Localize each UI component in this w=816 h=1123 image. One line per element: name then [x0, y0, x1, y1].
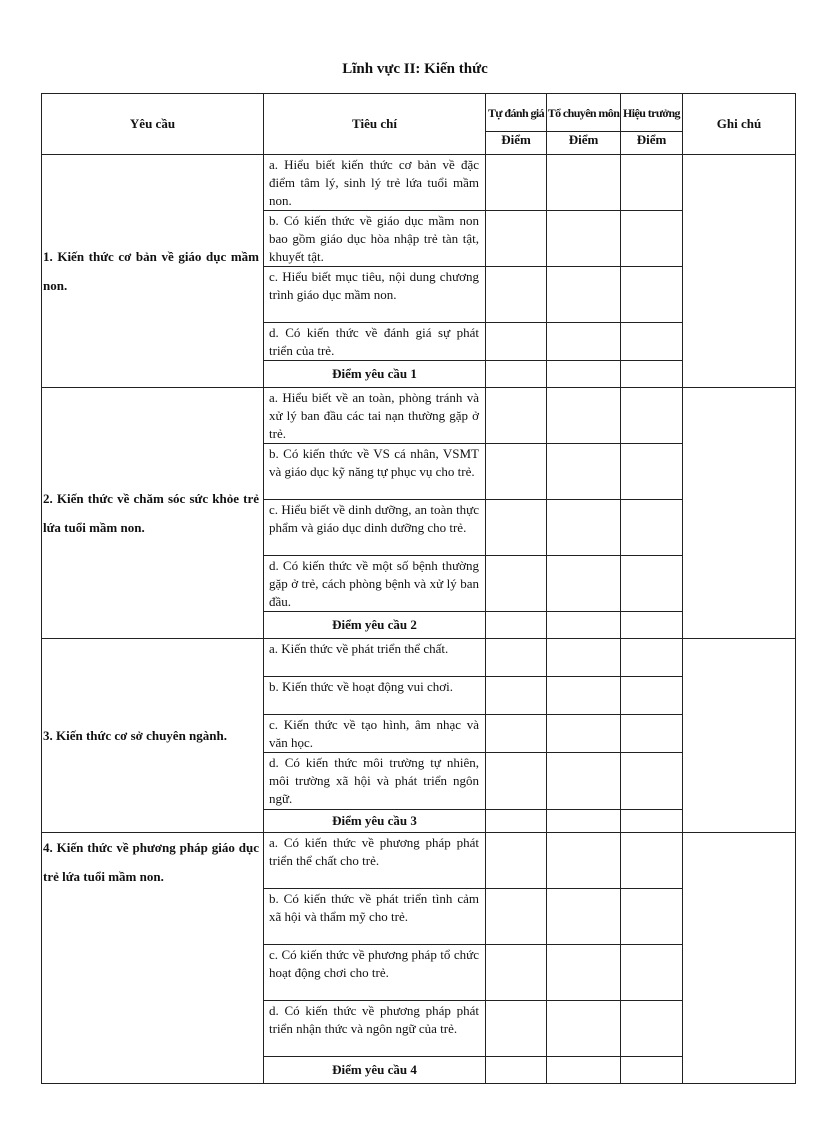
score-cell[interactable]: [621, 1001, 683, 1057]
score-cell[interactable]: [486, 388, 547, 444]
requirement-1: 1. Kiến thức cơ bản về giáo dục mầm non.: [42, 155, 264, 388]
score-label-4: Điểm yêu cầu 4: [264, 1057, 486, 1084]
criterion-4a: a. Có kiến thức về phương pháp phát triển thể chất cho trẻ.: [264, 833, 486, 889]
score-cell[interactable]: [486, 945, 547, 1001]
score-cell[interactable]: [547, 715, 621, 753]
criterion-3b: b. Kiến thức về hoạt động vui chơi.: [264, 677, 486, 715]
notes-cell-3[interactable]: [683, 639, 796, 833]
score-cell[interactable]: [547, 444, 621, 500]
score-cell[interactable]: [486, 639, 547, 677]
header-self-eval: Tự đánh giá: [486, 94, 547, 132]
score-cell[interactable]: [621, 810, 683, 833]
requirement-2: 2. Kiến thức về chăm sóc sức khỏe trẻ lứa tuổi mầm non.: [42, 388, 264, 639]
score-cell[interactable]: [621, 556, 683, 612]
score-cell[interactable]: [547, 1001, 621, 1057]
score-cell[interactable]: [547, 945, 621, 1001]
score-cell[interactable]: [621, 715, 683, 753]
criterion-2a: a. Hiểu biết về an toàn, phòng tránh và xử lý ban đầu các tai nạn thường gặp ở trẻ.: [264, 388, 486, 444]
score-cell[interactable]: [547, 267, 621, 323]
score-cell[interactable]: [486, 889, 547, 945]
score-cell[interactable]: [486, 833, 547, 889]
score-cell[interactable]: [621, 889, 683, 945]
header-points-self: Điểm: [486, 132, 547, 155]
score-label-1: Điểm yêu cầu 1: [264, 361, 486, 388]
score-cell[interactable]: [547, 1057, 621, 1084]
score-cell[interactable]: [547, 500, 621, 556]
score-cell[interactable]: [486, 1057, 547, 1084]
score-cell[interactable]: [621, 388, 683, 444]
criterion-1d: d. Có kiến thức về đánh giá sự phát triển của trẻ.: [264, 323, 486, 361]
criterion-3d: d. Có kiến thức môi trường tự nhiên, môi trường xã hội và phát triển ngôn ngữ.: [264, 753, 486, 810]
score-cell[interactable]: [621, 211, 683, 267]
score-cell[interactable]: [621, 267, 683, 323]
score-cell[interactable]: [486, 267, 547, 323]
header-criteria: Tiêu chí: [264, 94, 486, 155]
score-cell[interactable]: [621, 361, 683, 388]
criterion-2d: d. Có kiến thức về một số bệnh thường gặp ở trẻ, cách phòng bệnh và xử lý ban đầu.: [264, 556, 486, 612]
requirement-4: 4. Kiến thức về phương pháp giáo dục trẻ lứa tuổi mầm non.: [42, 833, 264, 1084]
score-cell[interactable]: [486, 677, 547, 715]
score-cell[interactable]: [547, 753, 621, 810]
score-cell[interactable]: [621, 323, 683, 361]
page-title: Lĩnh vực II: Kiến thức: [342, 61, 488, 77]
score-cell[interactable]: [547, 211, 621, 267]
score-cell[interactable]: [547, 612, 621, 639]
header-requirement: Yêu cầu: [42, 94, 264, 155]
criterion-2b: b. Có kiến thức về VS cá nhân, VSMT và giáo dục kỹ năng tự phục vụ cho trẻ.: [264, 444, 486, 500]
score-cell[interactable]: [486, 612, 547, 639]
score-cell[interactable]: [547, 889, 621, 945]
score-cell[interactable]: [486, 211, 547, 267]
notes-cell-4[interactable]: [683, 833, 796, 1084]
criterion-4b: b. Có kiến thức về phát triển tình cảm xã hội và thẩm mỹ cho trẻ.: [264, 889, 486, 945]
requirement-3: 3. Kiến thức cơ sở chuyên ngành.: [42, 639, 264, 833]
criterion-1c: c. Hiểu biết mục tiêu, nội dung chương trình giáo dục mầm non.: [264, 267, 486, 323]
criterion-4d: d. Có kiến thức về phương pháp phát triển nhận thức và ngôn ngữ của trẻ.: [264, 1001, 486, 1057]
criterion-3c: c. Kiến thức về tạo hình, âm nhạc và văn học.: [264, 715, 486, 753]
score-cell[interactable]: [621, 945, 683, 1001]
score-cell[interactable]: [486, 323, 547, 361]
score-cell[interactable]: [547, 810, 621, 833]
header-dept-head: Tổ chuyên môn: [547, 94, 621, 132]
criterion-1a: a. Hiểu biết kiến thức cơ bản về đặc điểm tâm lý, sinh lý trẻ lứa tuổi mầm non.: [264, 155, 486, 211]
score-cell[interactable]: [621, 155, 683, 211]
score-cell[interactable]: [486, 500, 547, 556]
score-cell[interactable]: [621, 833, 683, 889]
header-principal: Hiệu trưởng: [621, 94, 683, 132]
score-cell[interactable]: [547, 361, 621, 388]
header-points-principal: Điểm: [621, 132, 683, 155]
criterion-1b: b. Có kiến thức về giáo dục mầm non bao gồm giáo dục hòa nhập trẻ tàn tật, khuyết tật.: [264, 211, 486, 267]
criterion-2c: c. Hiểu biết về dinh dưỡng, an toàn thực phẩm và giáo dục dinh dưỡng cho trẻ.: [264, 500, 486, 556]
score-cell[interactable]: [621, 1057, 683, 1084]
score-cell[interactable]: [547, 833, 621, 889]
score-cell[interactable]: [486, 444, 547, 500]
score-cell[interactable]: [621, 612, 683, 639]
score-cell[interactable]: [621, 500, 683, 556]
notes-cell-2[interactable]: [683, 388, 796, 639]
score-cell[interactable]: [621, 444, 683, 500]
score-cell[interactable]: [486, 753, 547, 810]
criterion-3a: a. Kiến thức về phát triển thể chất.: [264, 639, 486, 677]
score-cell[interactable]: [486, 155, 547, 211]
score-cell[interactable]: [486, 715, 547, 753]
score-cell[interactable]: [486, 1001, 547, 1057]
score-cell[interactable]: [486, 556, 547, 612]
score-cell[interactable]: [486, 810, 547, 833]
score-cell[interactable]: [621, 639, 683, 677]
header-points-dept: Điểm: [547, 132, 621, 155]
score-cell[interactable]: [547, 677, 621, 715]
score-cell[interactable]: [621, 753, 683, 810]
score-cell[interactable]: [547, 388, 621, 444]
score-cell[interactable]: [547, 639, 621, 677]
score-label-3: Điểm yêu cầu 3: [264, 810, 486, 833]
notes-cell-1[interactable]: [683, 155, 796, 388]
score-cell[interactable]: [547, 556, 621, 612]
score-cell[interactable]: [621, 677, 683, 715]
score-label-2: Điểm yêu cầu 2: [264, 612, 486, 639]
evaluation-table: [41, 93, 796, 1084]
header-notes: Ghi chú: [683, 94, 796, 155]
score-cell[interactable]: [547, 155, 621, 211]
criterion-4c: c. Có kiến thức về phương pháp tổ chức hoạt động chơi cho trẻ.: [264, 945, 486, 1001]
score-cell[interactable]: [547, 323, 621, 361]
score-cell[interactable]: [486, 361, 547, 388]
